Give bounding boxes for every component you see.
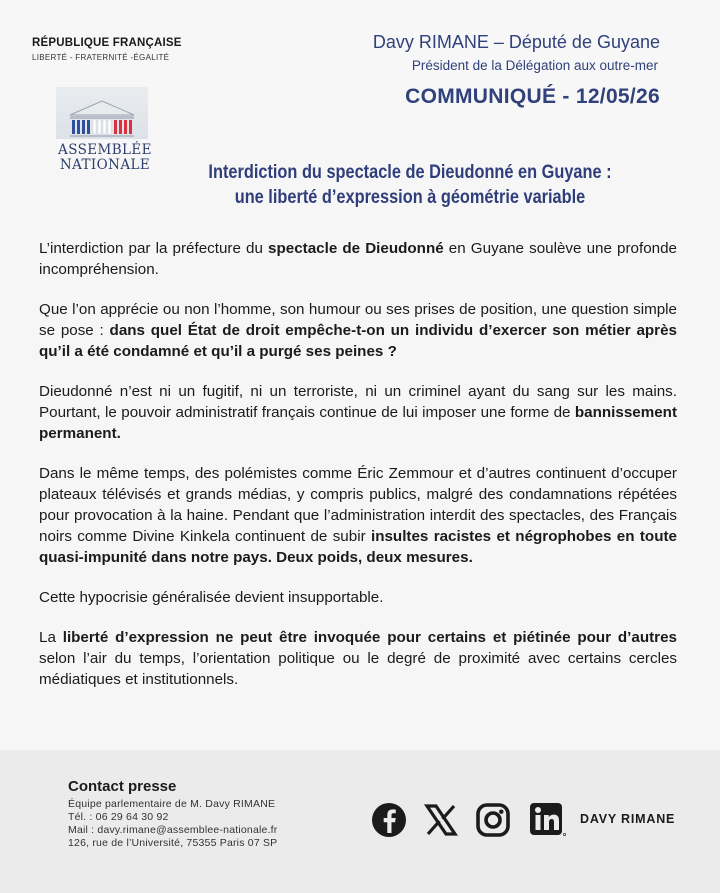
press-release-body [39,238,677,709]
communique-date: COMMUNIQUÉ - 12/05/26 [405,85,660,108]
text-run: Que l’on apprécie ou non l’homme, son humour ou ses prises de position, une question simple se pose : [39,301,677,339]
paragraph-4 [39,463,677,568]
contact-address: 126, rue de l’Université, 75355 Paris 07 SP [68,837,278,849]
hemicycle-icon [56,87,148,139]
x-icon[interactable] [421,800,461,840]
assemblee-nationale-name [57,143,153,173]
paragraph-5: Cette hypocrisie généralisée devient insupportable. [39,589,384,606]
bold-run: spectacle de Dieudonné [268,240,444,257]
linkedin-icon[interactable] [527,800,567,840]
deputy-role: Président de la Délégation aux outre-mer [411,58,658,73]
text-run: en Guyane soulève une profonde incompréhension. [39,240,677,278]
republic-title: RÉPUBLIQUE FRANÇAISE [32,37,182,49]
press-release-title [186,160,633,210]
bold-run: liberté d’expression ne peut être invoquée pour certains et piétinée pour d’autres [62,629,677,646]
bold-run: dans quel État de droit empêche-t-on un individu d’exercer son métier après qu’il a été condamné et qu’il a purgé ses peines ? [39,322,677,360]
title-line-1: Interdiction du spectacle de Dieudonné en Guyane : [208,162,612,183]
text-run: Dans le même temps, des polémistes comme Éric Zemmour et d’autres continuent d’occuper plateaux télévisés et grands médias, y compris publics, malgré des condamnations répétées pour provocation à la haine. Pendant que l’administration interdit des spectacles, des Français noirs comme Divine Kinkela continuent de subir [39,465,677,545]
assembly-line-1: ASSEMBLÉE [58,142,152,158]
brand-name: DAVY RIMANE [580,812,676,826]
facebook-icon[interactable] [369,800,409,840]
paragraph-2 [39,299,677,362]
contact-mail[interactable]: Mail : davy.rimane@assemblee-nationale.fr [68,824,278,836]
republic-motto: LIBERTÉ - FRATERNITÉ -ÉGALITÉ [32,53,170,62]
contact-title: Contact presse [68,778,177,795]
title-line-2: une liberté d’expression à géométrie variable [234,187,586,208]
text-run: Dieudonné n’est ni un fugitif, ni un terroriste, ni un criminel ayant du sang sur les mains. Pourtant, le pouvoir administratif français continue de lui imposer une forme de [39,383,677,421]
contact-team: Équipe parlementaire de M. Davy RIMANE [68,798,276,810]
text-run: La [39,629,63,646]
bold-run: bannissement permanent. [39,404,677,442]
bold-run: insultes racistes et négrophobes en toute quasi-impunité dans notre pays. Deux poids, deux mesures. [39,528,677,566]
assembly-line-2: NATIONALE [59,157,151,173]
text-run: L’interdiction par la préfecture du [39,240,269,257]
instagram-icon[interactable] [473,800,513,840]
paragraph-6 [39,627,677,690]
contact-phone: Tél. : 06 29 64 30 92 [68,811,169,823]
text-run: selon l’air du temps, l’orientation politique ou le degré de proximité avec certains cercles médiatiques et institutionnels. [39,650,677,688]
paragraph-1 [39,238,677,280]
paragraph-3 [39,381,677,444]
deputy-name: Davy RIMANE – Député de Guyane [372,32,660,52]
